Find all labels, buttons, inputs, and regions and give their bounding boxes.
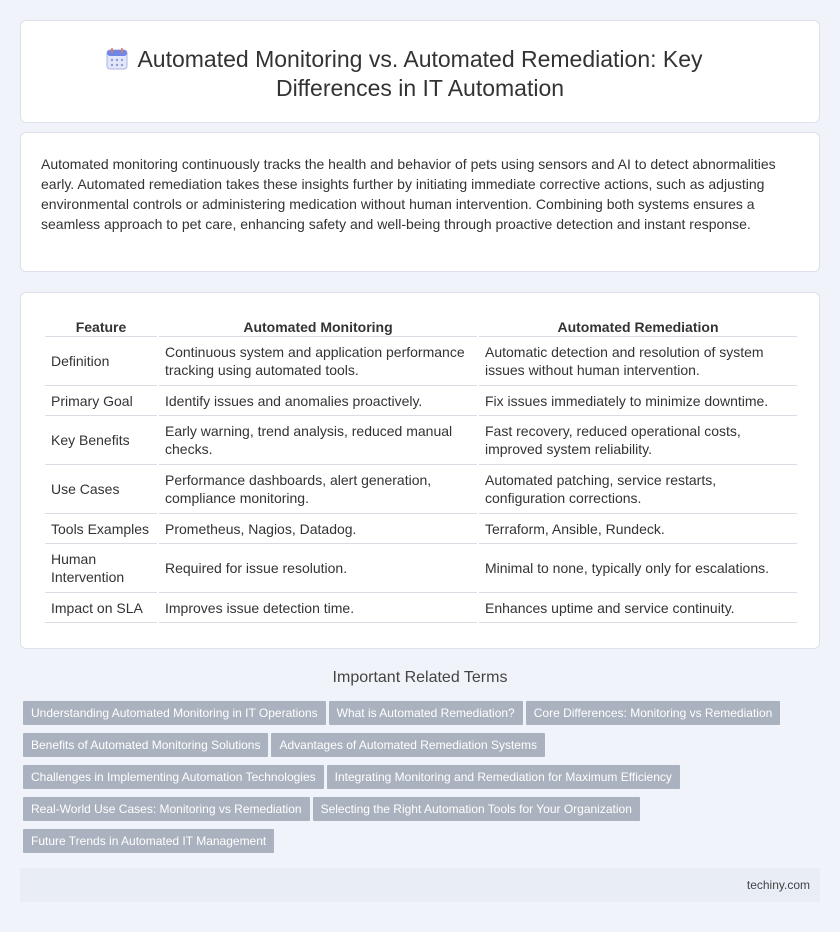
related-term-tag[interactable]: Benefits of Automated Monitoring Solutions	[23, 733, 268, 757]
header-automated-remediation: Automated Remediation	[479, 314, 797, 337]
comparison-card	[20, 292, 820, 649]
row-remediation: Automatic detection and resolution of system issues without human intervention.	[479, 337, 797, 386]
table-row	[45, 544, 797, 593]
related-term-tag[interactable]: Understanding Automated Monitoring in IT Operations	[23, 701, 326, 725]
footer	[20, 868, 820, 902]
row-monitoring: Prometheus, Nagios, Datadog.	[159, 514, 477, 544]
table-row	[45, 337, 797, 386]
row-remediation: Automated patching, service restarts, configuration corrections.	[479, 465, 797, 514]
table-header-row	[45, 314, 797, 337]
row-remediation: Enhances uptime and service continuity.	[479, 593, 797, 623]
row-monitoring: Required for issue resolution.	[159, 544, 477, 593]
header-card	[20, 20, 820, 123]
row-feature: Definition	[45, 337, 157, 386]
related-term-tag[interactable]: Advantages of Automated Remediation Systems	[271, 733, 544, 757]
page-title: Automated Monitoring vs. Automated Remediation: Key Differences in IT Automation	[137, 46, 703, 101]
row-feature: Key Benefits	[45, 416, 157, 465]
row-monitoring: Identify issues and anomalies proactively.	[159, 386, 477, 416]
row-remediation: Fix issues immediately to minimize downtime.	[479, 386, 797, 416]
related-term-tag[interactable]: Real-World Use Cases: Monitoring vs Remediation	[23, 797, 310, 821]
related-terms-title: Important Related Terms	[332, 669, 508, 686]
table-row	[45, 465, 797, 514]
related-term-tag[interactable]: Integrating Monitoring and Remediation for Maximum Efficiency	[327, 765, 680, 789]
row-remediation: Terraform, Ansible, Rundeck.	[479, 514, 797, 544]
row-feature: Human Intervention	[45, 544, 157, 593]
row-remediation: Minimal to none, typically only for escalations.	[479, 544, 797, 593]
intro-paragraph: Automated monitoring continuously tracks the health and behavior of pets using sensors and AI to detect abnormalities early. Automated remediation takes these insights further by initiating immediate corrective actions, such as adjusting environmental controls or administering medication without human intervention. Combining both systems ensures a seamless approach to pet care, enhancing safety and well-being through proactive detection and instant response.	[41, 156, 776, 232]
row-remediation: Fast recovery, reduced operational costs, improved system reliability.	[479, 416, 797, 465]
table-row	[45, 593, 797, 623]
row-feature: Use Cases	[45, 465, 157, 514]
related-term-tag[interactable]: Core Differences: Monitoring vs Remediation	[526, 701, 781, 725]
table-row	[45, 514, 797, 544]
row-feature: Impact on SLA	[45, 593, 157, 623]
row-monitoring: Early warning, trend analysis, reduced manual checks.	[159, 416, 477, 465]
header-automated-monitoring: Automated Monitoring	[159, 314, 477, 337]
related-term-tag[interactable]: What is Automated Remediation?	[329, 701, 523, 725]
row-monitoring: Performance dashboards, alert generation, compliance monitoring.	[159, 465, 477, 514]
row-feature: Primary Goal	[45, 386, 157, 416]
footer-site-link[interactable]: techiny.com	[746, 878, 810, 892]
row-monitoring: Improves issue detection time.	[159, 593, 477, 623]
table-row	[45, 386, 797, 416]
comparison-table	[43, 314, 799, 623]
related-term-tag[interactable]: Challenges in Implementing Automation Technologies	[23, 765, 324, 789]
row-feature: Tools Examples	[45, 514, 157, 544]
related-term-tag[interactable]: Future Trends in Automated IT Management	[23, 829, 274, 853]
related-terms-list	[23, 701, 813, 861]
related-term-tag[interactable]: Selecting the Right Automation Tools for Your Organization	[313, 797, 640, 821]
intro-card	[20, 132, 820, 272]
row-monitoring: Continuous system and application performance tracking using automated tools.	[159, 337, 477, 386]
header-feature: Feature	[45, 314, 157, 337]
table-row	[45, 416, 797, 465]
